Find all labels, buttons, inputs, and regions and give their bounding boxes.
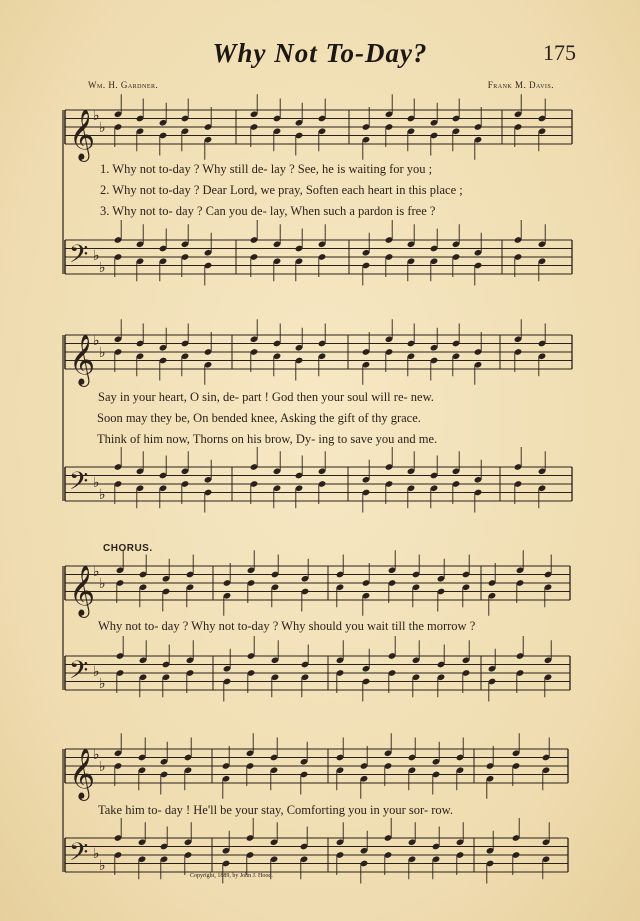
flat-sign: ♭ (99, 676, 106, 692)
verse-3-line-1: 3. Why not to- day ? Can you de- lay, When such a pardon is free ? (100, 204, 436, 218)
flat-sign: ♭ (93, 747, 100, 763)
flat-sign: ♭ (99, 260, 106, 276)
bass-clef: 𝄢 (69, 838, 89, 873)
flat-sign: ♭ (93, 333, 100, 349)
flat-sign: ♭ (93, 475, 100, 491)
flat-sign: ♭ (99, 120, 106, 136)
bass-clef: 𝄢 (69, 656, 89, 691)
flat-sign: ♭ (93, 664, 100, 680)
treble-clef: 𝄞 (69, 565, 96, 616)
chorus-line-2: Take him to- day ! He'll be your stay, Comforting you in your sor- row. (98, 803, 453, 817)
flat-sign: ♭ (99, 487, 106, 503)
flat-sign: ♭ (99, 759, 106, 775)
flat-sign: ♭ (93, 564, 100, 580)
verse-2-line-1: 2. Why not to-day ? Dear Lord, we pray, Soften each heart in this place ; (100, 183, 463, 197)
verse-2-line-2: Soon may they be, On bended knee, Asking the gift of thy grace. (97, 411, 421, 425)
verse-1-line-1: 1. Why not to-day ? Why still de- lay ? See, he is waiting for you ; (100, 162, 433, 176)
hymn-title: Why Not To-Day? (212, 38, 428, 68)
copyright-notice: Copyright, 1889, by John J. Hood. (190, 873, 273, 879)
lyricist-credit: Wm. H. Gardner. (88, 80, 159, 90)
chorus-label: CHORUS. (103, 543, 153, 554)
treble-clef: 𝄞 (69, 109, 96, 160)
composer-credit: Frank M. Davis. (487, 80, 554, 90)
chorus-line-1: Why not to- day ? Why not to-day ? Why should you wait till the morrow ? (98, 619, 476, 633)
treble-clef: 𝄞 (69, 334, 96, 385)
bass-clef: 𝄢 (69, 240, 89, 275)
bass-clef: 𝄢 (69, 467, 89, 502)
page-number: 175 (543, 40, 576, 65)
verse-1-line-2: Say in your heart, O sin, de- part ! God then your soul will re- new. (98, 390, 434, 404)
treble-clef: 𝄞 (69, 748, 96, 799)
flat-sign: ♭ (93, 846, 100, 862)
flat-sign: ♭ (99, 345, 106, 361)
flat-sign: ♭ (99, 576, 106, 592)
flat-sign: ♭ (99, 858, 106, 874)
flat-sign: ♭ (93, 248, 100, 264)
flat-sign: ♭ (93, 108, 100, 124)
verse-3-line-2: Think of him now, Thorns on his brow, Dy- ing to save you and me. (97, 432, 438, 446)
